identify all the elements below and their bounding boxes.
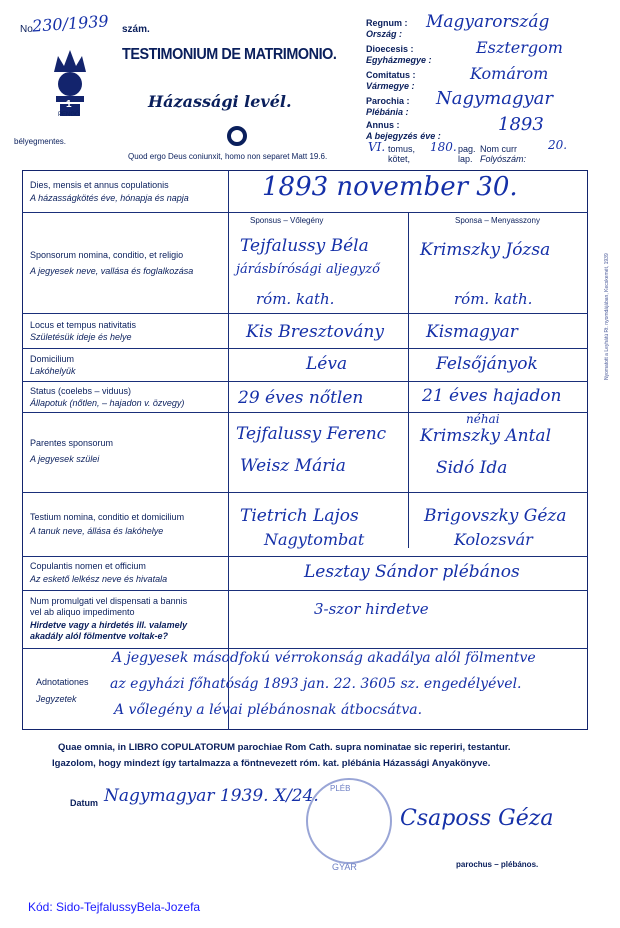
szam-label: szám. — [122, 24, 150, 35]
footer-hungarian: Igazolom, hogy mindezt így tartalmazza a föntnevezett róm. kat. plébánia Házassági Anyakönyve. — [52, 758, 491, 769]
groom-name: Tejfalussy Béla — [240, 236, 369, 256]
folyo-label: Folyószám: — [480, 154, 527, 164]
lap-label: lap. — [458, 154, 473, 164]
num-label: Nom curr — [480, 144, 518, 154]
number-prefix: No — [20, 24, 33, 35]
copulans-label: Copulantis nomen et officium — [30, 561, 146, 571]
officiant: Lesztay Sándor plébános — [304, 562, 520, 582]
witness1-place: Nagytombat — [264, 530, 365, 549]
kotet-label: kötet, — [388, 154, 411, 164]
marriage-date: 1893 november 30. — [262, 172, 518, 202]
adnot-line-1: A jegyesek másodfokú vérrokonság akadálya alól fölmentve — [112, 650, 536, 666]
num-value: 20. — [548, 138, 568, 152]
testium-label: Testium nomina, conditio et domicilium — [30, 512, 185, 522]
egyhazmegye-label: Egyházmegye : — [366, 55, 432, 65]
circle-mark-icon — [227, 126, 247, 146]
witness2-place: Kolozsvár — [454, 530, 533, 549]
date-sub: A házasságkötés éve, hónapja és napja — [30, 193, 189, 203]
testium-sub: A tanuk neve, állása és lakóhelye — [30, 526, 164, 536]
tomus-value: VI. — [368, 140, 386, 154]
adnot-line-3: A vőlegény a lévai plébánosnak átbocsátva. — [114, 702, 423, 718]
copulans-sub: Az eskető lelkész neve és hivatala — [30, 574, 168, 584]
record-number: 230/1939 — [31, 11, 110, 36]
status-label: Status (coelebs – viduus) — [30, 386, 132, 396]
groom-father: Tejfalussy Ferenc — [236, 424, 387, 444]
footer-latin: Quae omnia, in LIBRO COPULATORUM parochiae Rom Cath. supra nominatae sic reperiri, testantur. — [58, 742, 511, 753]
groom-domicile: Léva — [306, 354, 348, 374]
varmegye-label: Vármegye : — [366, 81, 415, 91]
stamp-sub: PENGŐ — [58, 112, 80, 118]
orszag-label: Ország : — [366, 29, 403, 39]
annus-label: Annus : — [366, 120, 400, 130]
promulgation-label-1: Num promulgati vel dispensati a bannis — [30, 596, 188, 606]
adnot-sub: Jegyzetek — [36, 694, 77, 704]
stamp-value: 1 — [66, 99, 72, 110]
title-latin: TESTIMONIUM DE MATRIMONIO. — [122, 46, 337, 63]
annus-value: 1893 — [498, 114, 544, 135]
nomina-sub: A jegyesek neve, vallása és foglalkozása — [30, 266, 194, 276]
parochia-value: Nagymagyar — [436, 88, 553, 109]
groom-job: járásbírósági aljegyző — [236, 262, 380, 277]
groom-religion: róm. kath. — [256, 290, 335, 308]
bride-mother: Sidó Ida — [436, 458, 508, 478]
bride-religion: róm. kath. — [454, 290, 533, 308]
datum-value: Nagymagyar 1939. X/24. — [104, 786, 319, 806]
regnum-value: Magyarország — [426, 12, 550, 32]
date-label: Dies, mensis et annus copulationis — [30, 180, 169, 190]
groom-birthplace: Kis Bresztovány — [246, 322, 384, 342]
printer-note: Nyomatott a Leyhátú Rt. nyomdájában, Kecskemét, 1939 — [604, 253, 610, 380]
promulgation-value: 3-szor hirdetve — [314, 600, 429, 618]
nomina-label: Sponsorum nomina, conditio, et religio — [30, 250, 184, 260]
dioecesis-value: Esztergom — [476, 38, 563, 57]
record-code: Kód: Sido-TejfalussyBela-Jozefa — [28, 900, 201, 914]
quote: Quod ergo Deus coniunxit, homo non separet Matt 19.6. — [128, 152, 328, 161]
stamp-note: bélyegmentes. — [14, 137, 67, 146]
signer-title: parochus – plébános. — [456, 860, 539, 869]
promulgation-label-2: vel ab aliquo impedimento — [30, 607, 135, 617]
groom-status: 29 éves nőtlen — [238, 388, 364, 408]
plebania-label: Plébánia : — [366, 107, 409, 117]
title-hungarian: Házassági levél. — [148, 92, 292, 111]
sponsus-divider — [408, 212, 409, 548]
seal-top-text: PLÉB — [330, 784, 351, 793]
sponsus-header: Sponsus – Vőlegény — [250, 216, 324, 225]
groom-mother: Weisz Mária — [240, 456, 346, 476]
bride-domicile: Felsőjányok — [436, 354, 538, 374]
parentes-sub: A jegyesek szülei — [30, 454, 100, 464]
bride-status: 21 éves hajadon — [422, 386, 562, 406]
promulgation-sub-2: akadály alól fölmentve voltak-e? — [30, 631, 169, 641]
domicilium-label: Domicilium — [30, 354, 75, 364]
bride-father: Krimszky Antal — [420, 426, 552, 446]
regnum-label: Regnum : — [366, 18, 408, 28]
bride-birthplace: Kismagyar — [426, 322, 518, 342]
status-sub: Állapotuk (nőtlen, – hajadon v. özvegy) — [30, 398, 185, 408]
signature: Csaposs Géza — [400, 806, 554, 831]
sponsa-header: Sponsa – Menyasszony — [455, 216, 540, 225]
locus-sub: Születésük ideje és helye — [30, 332, 132, 342]
bride-parent-note: néhai — [466, 412, 500, 426]
promulgation-sub-1: Hirdetve vagy a hirdetés ill. valamely — [30, 620, 188, 630]
pag-value: 180. — [430, 140, 457, 154]
pag-label: pag. — [458, 144, 476, 154]
adnot-label: Adnotationes — [36, 677, 89, 687]
witness2-name: Brigovszky Géza — [424, 506, 567, 526]
locus-label: Locus et tempus nativitatis — [30, 320, 137, 330]
seal-text: GYAR — [332, 862, 357, 872]
tomus-label: tomus, — [388, 144, 416, 154]
bride-name: Krimszky Józsa — [420, 240, 551, 260]
adnot-line-2: az egyházi főhatóság 1893 jan. 22. 3605 sz. engedélyével. — [110, 676, 522, 692]
datum-label: Datum — [70, 798, 99, 808]
label-divider — [228, 170, 229, 730]
annus-sub: A bejegyzés éve : — [366, 131, 441, 141]
parochia-label: Parochia : — [366, 96, 410, 106]
comitatus-value: Komárom — [470, 64, 549, 83]
dioecesis-label: Dioecesis : — [366, 44, 414, 54]
witness1-name: Tietrich Lajos — [240, 506, 359, 526]
domicilium-sub: Lakóhelyük — [30, 366, 76, 376]
comitatus-label: Comitatus : — [366, 70, 416, 80]
parentes-label: Parentes sponsorum — [30, 438, 114, 448]
